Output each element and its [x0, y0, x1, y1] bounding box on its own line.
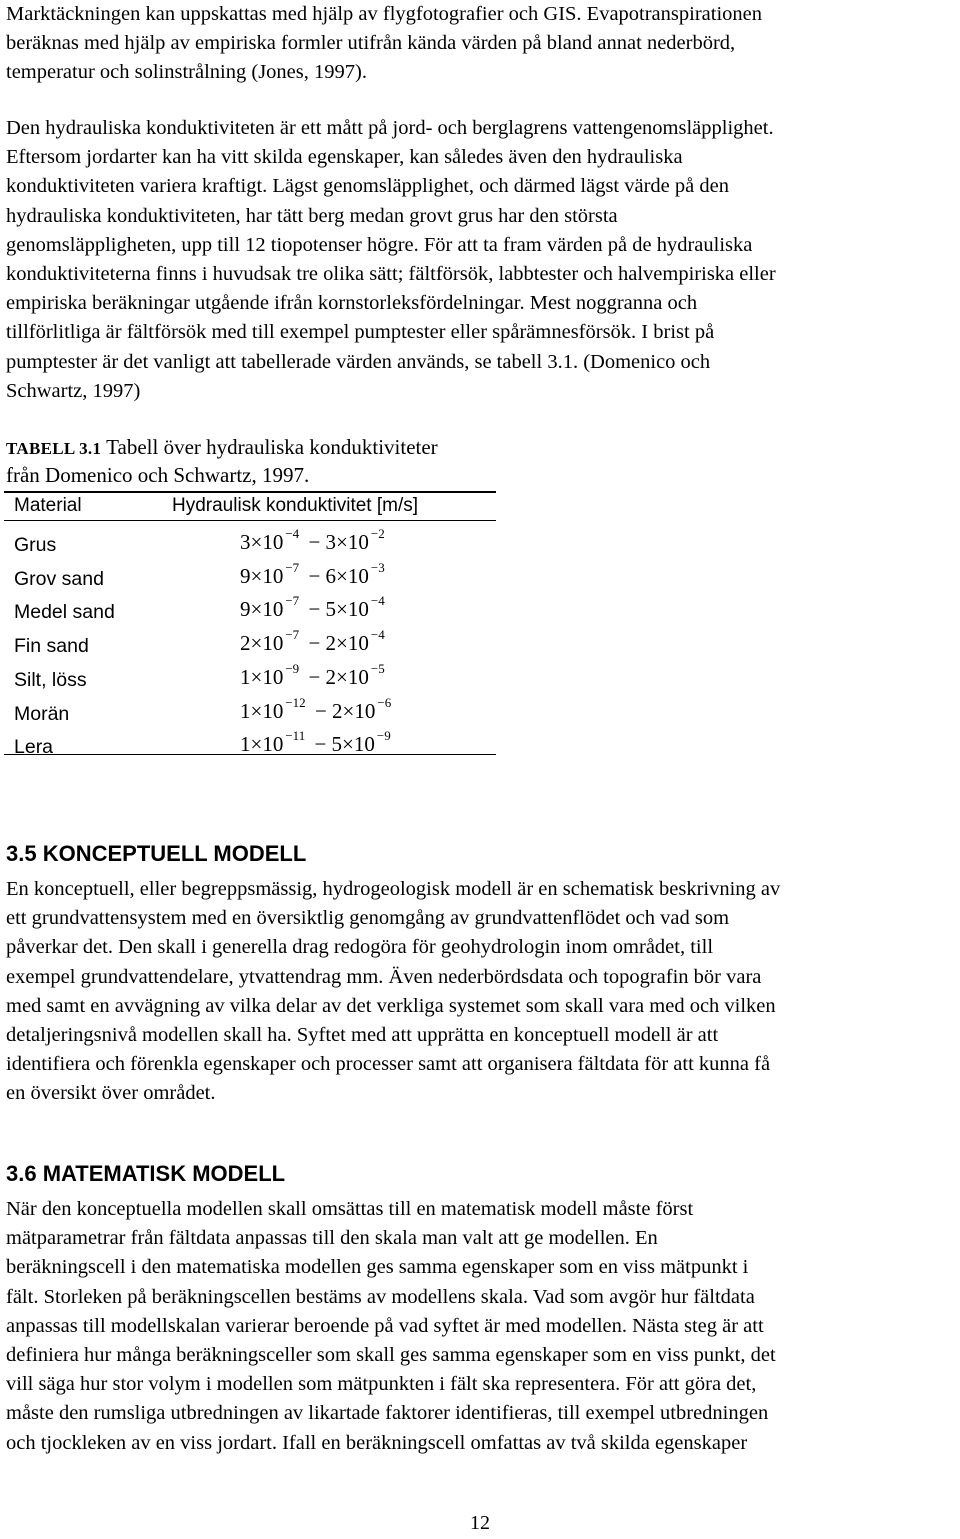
text-line: beräknas med hjälp av empiriska formler utifrån kända värden på bland annat nederbörd,	[6, 32, 736, 55]
base-ten: 10	[347, 631, 369, 656]
table-row	[4, 661, 496, 695]
high-mantissa: 5	[331, 732, 343, 757]
table-row	[4, 526, 496, 560]
text-line: temperatur och solinstrålning (Jones, 1997).	[6, 61, 367, 84]
material-cell: Fin sand	[14, 635, 89, 658]
conductivity-cell	[240, 694, 395, 724]
table-caption-label: TABELL 3.1	[6, 439, 102, 458]
high-exponent: −4	[370, 627, 385, 643]
text-line: detaljeringsnivå modellen skall ha. Syftet med att upprätta en konceptuell modell är att	[6, 1024, 719, 1047]
high-mantissa: 2	[325, 664, 337, 689]
material-cell: Medel sand	[14, 601, 115, 624]
high-exponent: −3	[370, 559, 385, 575]
table-header-material: Material	[14, 495, 82, 516]
high-mantissa: 6	[325, 563, 337, 588]
text-line: vill säga hur stor volym i modellen som mätpunkten i fält ska representera. För att göra det,	[6, 1373, 757, 1396]
intro-paragraph	[6, 0, 958, 88]
conductivity-cell	[240, 660, 389, 690]
table-row	[4, 560, 496, 594]
high-exponent: −6	[377, 694, 392, 710]
times-sign: ×	[250, 664, 263, 689]
material-cell: Silt, löss	[14, 668, 87, 691]
text-line: tillförlitliga är fältförsök med till exempel pumptester eller spårämnesförsök. I brist på	[6, 321, 715, 344]
high-mantissa: 2	[332, 698, 343, 723]
text-line: När den konceptuella modellen skall omsättas till en matematisk modell måste först	[6, 1198, 694, 1220]
text-line: och tjockleken av en viss jordart. Ifall en beräkningscell omfattas av två skilda egenskaper	[6, 1431, 748, 1454]
high-mantissa: 3	[325, 530, 337, 554]
times-sign: ×	[250, 563, 263, 588]
base-ten: 10	[347, 530, 369, 554]
times-sign: ×	[250, 597, 263, 622]
low-mantissa: 1	[240, 664, 251, 689]
table-row	[4, 627, 496, 661]
times-sign: ×	[250, 530, 263, 554]
text-line: påverkar det. Den skall i generella drag redogöra för geohydrologin inom området, till	[6, 936, 714, 959]
range-dash: −	[314, 698, 327, 723]
base-ten: 10	[354, 698, 376, 723]
text-line: måste den rumsliga utbredningen av likartade faktorer identifieras, till exempel utbredningen	[6, 1402, 769, 1425]
table-caption	[6, 434, 606, 489]
text-line: exempel grundvattendelare, ytvattendrag mm. Även nederbördsdata och topografin bör vara	[6, 965, 762, 988]
base-ten: 10	[347, 664, 369, 689]
range-dash: −	[308, 597, 321, 622]
low-mantissa: 2	[240, 631, 251, 656]
material-cell: Lera	[14, 736, 54, 759]
text-line: Den hydrauliska konduktiviteten är ett mått på jord- och berglagrens vattengenomsläpplighet.	[6, 117, 774, 139]
text-line: beräkningscell i den matematiska modellen ges samma egenskaper som en viss mätpunkt i	[6, 1256, 749, 1279]
text-line: definiera hur många beräkningsceller som skall ges samma egenskaper som en viss punkt, det	[6, 1344, 776, 1367]
text-line: med samt en avvägning av vilka delar av det verkliga systemet som skall vara med och vilken	[6, 994, 776, 1017]
times-sign: ×	[250, 631, 263, 656]
low-exponent: −7	[285, 593, 300, 609]
base-ten: 10	[262, 563, 284, 588]
base-ten: 10	[262, 631, 284, 656]
text-line: Marktäckningen kan uppskattas med hjälp av flygfotografier och GIS. Evapotranspirationen	[6, 3, 762, 25]
text-line: genomsläppligheten, upp till 12 tiopotenser högre. För att ta fram värden på de hydrauliska	[6, 233, 753, 256]
range-dash: −	[308, 530, 321, 554]
range-dash: −	[308, 631, 321, 656]
low-exponent: −9	[285, 660, 300, 676]
table-header-rule	[4, 520, 496, 521]
base-ten: 10	[347, 563, 369, 588]
hydraulic-conductivity-paragraph	[6, 114, 958, 406]
range-dash: −	[314, 732, 327, 757]
low-exponent: −4	[285, 526, 300, 541]
base-ten: 10	[262, 597, 284, 622]
text-line: hydrauliska konduktiviteten, har tätt berg medan grovt grus har den största	[6, 204, 618, 227]
conductivity-cell	[240, 559, 389, 589]
table-row	[4, 695, 496, 729]
text-line: mätparametrar från fältdata anpassas till den skala man valt att ge modellen. En	[6, 1227, 658, 1250]
section-3-5-paragraph	[6, 875, 958, 1109]
text-line: konduktiviteterna finns i huvudsak tre olika sätt; fältförsök, labbtester och halvempiriska eller	[6, 263, 776, 286]
base-ten: 10	[262, 664, 284, 689]
high-exponent: −4	[370, 593, 385, 609]
high-exponent: −9	[376, 728, 391, 744]
table-row	[4, 728, 496, 762]
low-mantissa: 1	[240, 732, 251, 757]
range-dash: −	[308, 664, 321, 689]
section-3-6-paragraph	[6, 1195, 958, 1458]
text-line: empiriska beräkningar utgående ifrån kornstorleksfördelningar. Mest noggranna och	[6, 292, 698, 315]
range-dash: −	[308, 563, 321, 588]
table-caption-line1: Tabell över hydrauliska konduktiviteter	[106, 435, 438, 459]
material-cell: Grov sand	[14, 567, 104, 590]
conductivity-cell	[240, 593, 389, 622]
base-ten: 10	[262, 698, 284, 723]
times-sign: ×	[336, 597, 348, 622]
text-line: anpassas till modellskalan varierar beroende på vad syftet är med modellen. Nästa steg är att	[6, 1314, 764, 1337]
table-bottom-rule	[4, 754, 496, 755]
text-line: ett grundvattensystem med en översiktlig genomgång av grundvattenflödet och vad som	[6, 907, 730, 930]
low-mantissa: 9	[240, 597, 251, 622]
section-heading-3-6: 3.6 MATEMATISK MODELL	[6, 1161, 286, 1186]
high-mantissa: 5	[325, 597, 337, 622]
base-ten: 10	[262, 530, 284, 554]
low-mantissa: 3	[240, 530, 251, 554]
table-caption-line2: från Domenico och Schwartz, 1997.	[6, 463, 310, 487]
low-exponent: −12	[285, 694, 306, 710]
times-sign: ×	[342, 698, 355, 723]
text-line: pumptester är det vanligt att tabellerade värden används, se tabell 3.1. (Domenico och	[6, 350, 711, 373]
conductivity-cell	[240, 526, 389, 555]
table-row	[4, 593, 496, 627]
times-sign: ×	[336, 530, 348, 554]
text-line: konduktiviteten variera kraftigt. Lägst genomsläpplighet, och därmed lägst värde på den	[6, 175, 729, 198]
text-line: en översikt över området.	[6, 1082, 216, 1105]
high-exponent: −2	[370, 526, 385, 541]
high-mantissa: 2	[325, 631, 337, 656]
times-sign: ×	[342, 732, 354, 757]
low-exponent: −7	[285, 559, 300, 575]
text-line: Schwartz, 1997)	[6, 379, 141, 402]
text-line: identifiera och förenkla egenskaper och processer samt att organisera fältdata för att kunna få	[6, 1053, 771, 1076]
times-sign: ×	[336, 563, 348, 588]
table-header-conductivity: Hydraulisk konduktivitet [m/s]	[172, 495, 419, 516]
times-sign: ×	[250, 732, 263, 757]
low-mantissa: 9	[240, 563, 251, 588]
times-sign: ×	[336, 664, 348, 689]
material-cell: Grus	[14, 534, 57, 556]
high-exponent: −5	[370, 660, 385, 676]
low-mantissa: 1	[240, 698, 251, 723]
material-cell: Morän	[14, 702, 70, 725]
base-ten: 10	[353, 732, 375, 757]
base-ten: 10	[262, 732, 284, 757]
page-number: 12	[470, 1512, 490, 1534]
text-line: fält. Storleken på beräkningscellen bestäms av modellens skala. Vad som avgör hur fältdata	[6, 1285, 755, 1308]
times-sign: ×	[250, 698, 263, 723]
times-sign: ×	[336, 631, 348, 656]
text-line: Eftersom jordarter kan ha vitt skilda egenskaper, kan således även den hydrauliska	[6, 146, 683, 169]
low-exponent: −7	[285, 627, 300, 643]
text-line: En konceptuell, eller begreppsmässig, hydrogeologisk modell är en schematisk beskrivning av	[6, 878, 781, 900]
base-ten: 10	[347, 597, 369, 622]
low-exponent: −11	[285, 728, 306, 744]
conductivity-cell	[240, 627, 389, 656]
section-heading-3-5: 3.5 KONCEPTUELL MODELL	[6, 841, 307, 866]
